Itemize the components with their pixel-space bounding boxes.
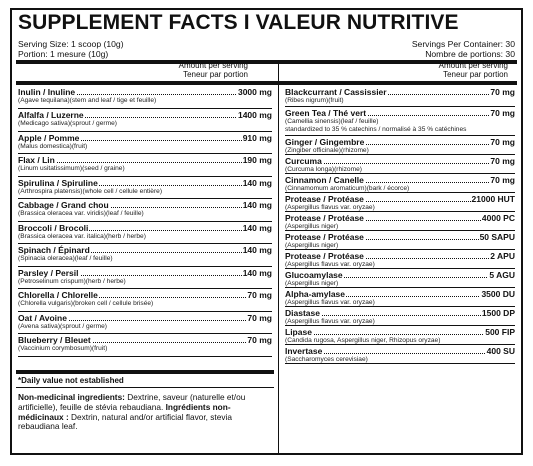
ingredient-amount: 70 mg bbox=[247, 290, 272, 300]
ingredient-row bbox=[18, 289, 272, 312]
ingredient-row bbox=[18, 177, 272, 200]
ingredient-source: (Chlorella vulgaris)(broken cell / cellule brisée) bbox=[18, 300, 154, 307]
ingredient-source: (Aspergillus niger) bbox=[285, 242, 339, 249]
ingredient-name: Spinach / Épinard bbox=[18, 245, 90, 255]
ingredient-row bbox=[285, 288, 515, 307]
ingredient-name: Protease / Protéase bbox=[285, 213, 364, 223]
ingredient-amount: 1400 mg bbox=[237, 110, 272, 120]
ingredient-row bbox=[285, 174, 515, 193]
supplement-facts-panel bbox=[10, 8, 523, 455]
daily-value-note: *Daily value not established bbox=[18, 376, 124, 385]
ingredient-source: (Brassica oleracea var. viridis)(leaf / feuille) bbox=[18, 210, 144, 217]
ingredient-source: (Agave tequilana)(stem and leaf / tige et feuille) bbox=[18, 97, 157, 104]
column-divider bbox=[278, 60, 279, 453]
ingredient-name: Oat / Avoine bbox=[18, 312, 67, 323]
ingredient-amount: 70 mg bbox=[247, 335, 272, 345]
thick-divider-ingredients bbox=[16, 81, 517, 85]
ingredient-amount: 3500 DU bbox=[481, 289, 515, 299]
row-divider bbox=[285, 363, 515, 364]
ingredient-source: (Medicago sativa)(sprout / germe) bbox=[18, 120, 117, 127]
left-ingredient-list bbox=[18, 86, 272, 357]
ingredient-name: Flax / Lin bbox=[18, 155, 55, 165]
ingredient-row bbox=[285, 155, 515, 174]
dot-leader bbox=[285, 334, 515, 335]
ingredient-amount: 70 mg bbox=[490, 156, 515, 166]
non-medicinal-label-en: Non-medicinal ingredients: bbox=[18, 392, 125, 402]
ingredient-row bbox=[285, 345, 515, 364]
ingredient-row bbox=[285, 86, 515, 107]
ingredient-row bbox=[285, 269, 515, 288]
ingredient-name: Inulin / Inuline bbox=[18, 87, 76, 97]
ingredient-row bbox=[18, 199, 272, 222]
ingredient-source: (Linum usitatissimum)(seed / graine) bbox=[18, 165, 125, 172]
ingredient-row bbox=[18, 109, 272, 132]
amount-header-en: Amount per serving bbox=[178, 61, 248, 70]
other-ingredients bbox=[18, 393, 274, 432]
ingredient-source: (Aspergillus niger) bbox=[285, 280, 339, 287]
ingredient-source: (Candida rugosa, Aspergillus niger, Rhizopus oryzae) bbox=[285, 337, 441, 344]
ingredient-name: Glucoamylase bbox=[285, 270, 343, 280]
ingredient-amount: 50 SAPU bbox=[479, 232, 515, 242]
ingredient-source: (Aspergillus niger) bbox=[285, 223, 339, 230]
ingredient-amount: 21000 HUT bbox=[471, 194, 515, 204]
ingredient-amount: 500 FIP bbox=[485, 327, 515, 337]
ingredient-row bbox=[18, 244, 272, 267]
ingredient-amount: 5 AGU bbox=[489, 270, 515, 280]
ingredient-name: Blackcurrant / Cassissier bbox=[285, 87, 387, 97]
ingredient-amount: 140 mg bbox=[242, 200, 272, 210]
ingredient-name: Blueberry / Bleuet bbox=[18, 335, 91, 345]
panel-title: SUPPLEMENT FACTS I VALEUR NUTRITIVE bbox=[18, 11, 459, 34]
ingredient-row bbox=[285, 250, 515, 269]
ingredient-name: Diastase bbox=[285, 308, 320, 318]
ingredient-name: Cabbage / Grand chou bbox=[18, 200, 109, 210]
ingredient-name: Green Tea / Thé vert bbox=[285, 108, 367, 118]
amount-header-en: Amount per serving bbox=[438, 61, 508, 70]
servings-per-container-info bbox=[412, 40, 515, 59]
ingredient-name: Protease / Protéase bbox=[285, 194, 364, 204]
ingredient-amount: 140 mg bbox=[242, 267, 272, 278]
ingredient-row bbox=[285, 136, 515, 155]
ingredient-row bbox=[285, 307, 515, 326]
ingredient-amount: 4000 PC bbox=[481, 213, 515, 223]
ingredient-source: (Aspergillus flavus var. oryzae) bbox=[285, 261, 375, 268]
ingredient-name: Protease / Protéase bbox=[285, 251, 364, 261]
ingredient-source: (Spinacia oleracea)(leaf / feuille) bbox=[18, 255, 113, 262]
ingredient-amount: 140 mg bbox=[242, 222, 272, 233]
ingredient-amount: 140 mg bbox=[242, 177, 272, 188]
amount-header-fr: Teneur par portion bbox=[183, 69, 248, 79]
ingredient-row bbox=[285, 193, 515, 212]
ingredient-row bbox=[285, 231, 515, 250]
ingredient-amount: 70 mg bbox=[490, 137, 515, 147]
ingredient-source: (Cinnamomum aromaticum)(bark / écorce) bbox=[285, 185, 410, 192]
non-medicinal-label-fr: Ingrédients non-médicinaux : bbox=[18, 401, 231, 422]
ingredient-name: Spirulina / Spiruline bbox=[18, 177, 98, 188]
row-divider bbox=[18, 356, 272, 357]
ingredient-source: (Malus domestica)(fruit) bbox=[18, 142, 88, 150]
ingredient-row bbox=[285, 212, 515, 231]
ingredient-name: Lipase bbox=[285, 327, 312, 337]
ingredient-name: Broccoli / Brocoli bbox=[18, 222, 89, 233]
ingredient-amount: 70 mg bbox=[490, 175, 515, 185]
thick-divider-footer bbox=[16, 370, 274, 374]
ingredient-row bbox=[18, 154, 272, 177]
ingredient-name: Chlorella / Chlorelle bbox=[18, 290, 98, 300]
portion: Portion: 1 mesure (10g) bbox=[18, 48, 109, 59]
ingredient-amount: 400 SU bbox=[486, 346, 515, 356]
ingredient-source: (Aspergillus flavus var. oryzae) bbox=[285, 299, 375, 306]
right-ingredient-list bbox=[285, 86, 515, 364]
portions-count: Nombre de portions: 30 bbox=[425, 48, 515, 59]
ingredient-row bbox=[285, 107, 515, 136]
ingredient-row bbox=[18, 222, 272, 245]
ingredient-amount: 3000 mg bbox=[237, 87, 272, 97]
ingredient-source: (Zingiber officinale)(rhizome) bbox=[285, 147, 369, 154]
ingredient-name: Protease / Protéase bbox=[285, 232, 364, 242]
ingredient-row bbox=[18, 334, 272, 357]
ingredient-source: (Vaccinium corymbosum)(fruit) bbox=[18, 345, 108, 352]
ingredient-source: (Arthrospira platensis)(whole cell / cellule entière) bbox=[18, 187, 163, 195]
ingredient-row bbox=[18, 267, 272, 290]
ingredient-row bbox=[18, 132, 272, 155]
ingredient-standardization: standardized to 35 % catechins / normalisé à 35 % catéchines bbox=[285, 126, 467, 133]
ingredient-source: (Brassica oleracea var. italica)(herb / herbe) bbox=[18, 232, 146, 240]
ingredient-source: (Avena sativa)(sprout / germe) bbox=[18, 322, 107, 330]
amount-header-left bbox=[152, 62, 248, 79]
ingredient-source: (Saccharomyces cerevisiae) bbox=[285, 356, 368, 363]
footer-divider bbox=[16, 387, 274, 388]
ingredient-amount: 190 mg bbox=[242, 155, 272, 165]
non-medicinal-text-en: Dextrine, saveur (naturelle et/ou artificielle), feuille de stévia rebaudiana. bbox=[18, 392, 246, 412]
ingredient-source: (Camellia sinensis)(leaf / feuille) bbox=[285, 118, 379, 125]
ingredient-amount: 2 APU bbox=[490, 251, 515, 261]
ingredient-name: Alpha-amylase bbox=[285, 289, 345, 299]
ingredient-amount: 70 mg bbox=[490, 87, 515, 97]
ingredient-source: (Curcuma longa)(rhizome) bbox=[285, 166, 362, 173]
ingredient-row bbox=[18, 312, 272, 335]
ingredient-name: Apple / Pomme bbox=[18, 132, 80, 143]
ingredient-name: Invertase bbox=[285, 346, 323, 356]
ingredient-source: (Aspergillus flavus var. oryzae) bbox=[285, 318, 375, 325]
ingredient-amount: 70 mg bbox=[247, 312, 272, 323]
ingredient-source: (Aspergillus flavus var. oryzae) bbox=[285, 204, 375, 211]
ingredient-source: (Ribes nigrum)(fruit) bbox=[285, 97, 344, 104]
non-medicinal-text-fr: Dextrin, natural and/or artificial flavor, stevia rebaudiana leaf. bbox=[18, 411, 232, 432]
ingredient-name: Cinnamon / Canelle bbox=[285, 175, 364, 185]
dot-leader bbox=[18, 162, 272, 163]
ingredient-amount: 70 mg bbox=[490, 108, 515, 118]
ingredient-name: Parsley / Persil bbox=[18, 267, 79, 278]
serving-size: Serving Size: 1 scoop (10g) bbox=[18, 39, 124, 49]
amount-header-fr: Teneur par portion bbox=[443, 69, 508, 79]
ingredient-name: Alfalfa / Luzerne bbox=[18, 110, 84, 120]
ingredient-row bbox=[18, 86, 272, 109]
servings-per-container: Servings Per Container: 30 bbox=[411, 39, 515, 49]
ingredient-source: (Petroselinum crispum)(herb / herbe) bbox=[18, 277, 126, 285]
ingredient-name: Ginger / Gingembre bbox=[285, 137, 365, 147]
ingredient-amount: 910 mg bbox=[242, 132, 272, 143]
ingredient-amount: 1500 DP bbox=[481, 308, 515, 318]
ingredient-row bbox=[285, 326, 515, 345]
ingredient-name: Curcuma bbox=[285, 156, 322, 166]
ingredient-amount: 140 mg bbox=[242, 245, 272, 255]
serving-info bbox=[18, 40, 124, 59]
amount-header-right bbox=[412, 62, 508, 79]
